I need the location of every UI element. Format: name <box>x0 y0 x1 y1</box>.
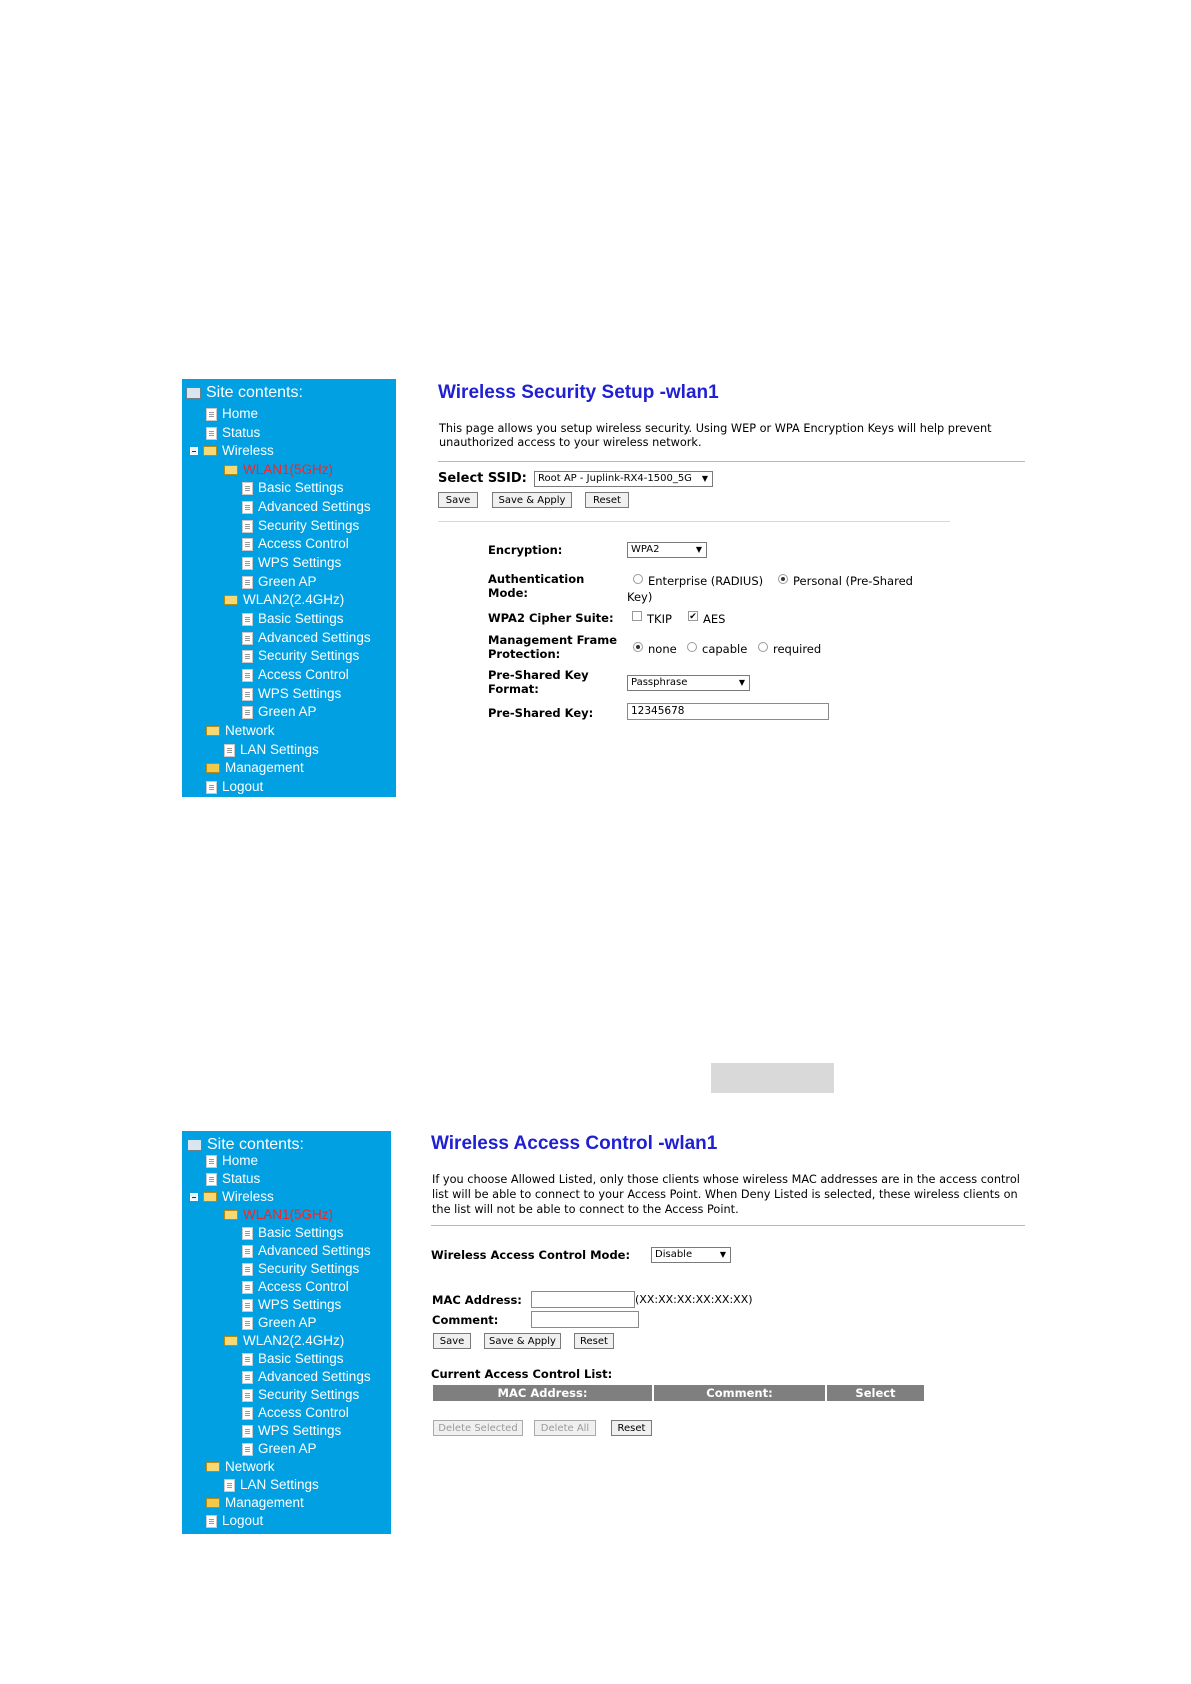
sidebar-item-lan[interactable]: LAN Settings <box>224 741 319 758</box>
comment-label: Comment: <box>432 1313 499 1327</box>
sidebar-item-home[interactable]: Home <box>206 405 258 422</box>
sidebar-item-wlan2-security[interactable]: Security Settings <box>242 647 359 664</box>
folder-icon <box>206 763 220 773</box>
mfp-label: Management Frame Protection: <box>488 633 617 661</box>
folder-open-icon <box>203 1192 217 1202</box>
page-icon <box>242 1227 253 1240</box>
auth-enterprise-radio[interactable] <box>633 574 643 584</box>
page-icon <box>206 1515 217 1528</box>
column-header-mac: MAC Address: <box>433 1385 652 1401</box>
sidebar-item-wlan1-basic[interactable]: Basic Settings <box>242 479 344 496</box>
placeholder-block <box>711 1063 834 1093</box>
page-icon <box>224 744 235 757</box>
sidebar-panel-1 <box>182 379 396 797</box>
access-mode-select[interactable]: Disable ▼ <box>651 1247 731 1263</box>
sidebar-item-wlan2-green[interactable]: Green AP <box>242 1440 317 1457</box>
folder-open-icon <box>224 1336 238 1346</box>
sidebar-item-lan[interactable]: LAN Settings <box>224 1476 319 1493</box>
sidebar-item-wlan1-basic[interactable]: Basic Settings <box>242 1224 344 1241</box>
save-button[interactable]: Save <box>433 1333 471 1349</box>
reset-button[interactable]: Reset <box>585 492 629 508</box>
sidebar-item-network[interactable]: Network <box>206 722 275 739</box>
page-icon <box>206 408 217 421</box>
dropdown-arrow-icon: ▼ <box>719 1250 726 1259</box>
page-icon <box>242 538 253 551</box>
sidebar-item-wlan2[interactable]: WLAN2(2.4GHz) <box>224 1332 344 1349</box>
collapse-icon[interactable] <box>190 1193 198 1201</box>
computer-icon <box>186 387 201 399</box>
access-list-label: Current Access Control List: <box>431 1367 613 1381</box>
sidebar-item-wlan2-access[interactable]: Access Control <box>242 666 349 683</box>
page-description: This page allows you setup wireless security. Using WEP or WPA Encryption Keys will help prevent unauthorized access to your wireless network. <box>439 422 992 449</box>
mfp-capable-radio[interactable] <box>687 642 697 652</box>
psk-format-select[interactable]: Passphrase ▼ <box>627 675 750 691</box>
page-icon <box>242 1353 253 1366</box>
dropdown-arrow-icon: ▼ <box>701 474 708 483</box>
mac-address-input[interactable] <box>531 1291 635 1308</box>
aes-label: AES <box>703 612 726 626</box>
sidebar-item-logout[interactable]: Logout <box>206 778 263 795</box>
sidebar-item-wlan2[interactable]: WLAN2(2.4GHz) <box>224 591 344 608</box>
column-header-select: Select <box>827 1385 924 1401</box>
sidebar-item-status[interactable]: Status <box>206 1170 260 1187</box>
page-icon <box>242 1317 253 1330</box>
aes-checkbox[interactable] <box>688 611 698 621</box>
folder-icon <box>206 1498 220 1508</box>
folder-open-icon <box>203 446 217 456</box>
sidebar-item-wlan2-wps[interactable]: WPS Settings <box>242 685 341 702</box>
sidebar-item-wlan1-green[interactable]: Green AP <box>242 1314 317 1331</box>
select-ssid-label: Select SSID: <box>438 471 527 486</box>
sidebar-item-network[interactable]: Network <box>206 1458 275 1475</box>
sidebar-item-logout[interactable]: Logout <box>206 1512 263 1529</box>
psk-format-label: Pre-Shared Key Format: <box>488 668 589 696</box>
page-icon <box>242 613 253 626</box>
access-mode-label: Wireless Access Control Mode: <box>431 1248 631 1262</box>
page-icon <box>242 520 253 533</box>
sidebar-item-wlan2-wps[interactable]: WPS Settings <box>242 1422 341 1439</box>
mfp-capable-label: capable <box>702 642 748 656</box>
save-apply-button[interactable]: Save & Apply <box>484 1333 561 1349</box>
psk-label: Pre-Shared Key: <box>488 706 594 720</box>
sidebar-item-management[interactable]: Management <box>206 1494 304 1511</box>
sidebar-item-wlan2-advanced[interactable]: Advanced Settings <box>242 629 371 646</box>
sidebar-panel-2 <box>182 1131 391 1534</box>
sidebar-item-wireless[interactable]: Wireless <box>190 442 274 459</box>
psk-input[interactable]: 12345678 <box>627 703 829 720</box>
delete-selected-button[interactable]: Delete Selected <box>433 1420 523 1436</box>
mac-format-hint: (XX:XX:XX:XX:XX:XX) <box>635 1293 753 1306</box>
page-icon <box>206 1173 217 1186</box>
page-icon <box>242 1443 253 1456</box>
cipher-suite-label: WPA2 Cipher Suite: <box>488 611 614 625</box>
page-title: Wireless Access Control -wlan1 <box>431 1133 718 1154</box>
encryption-select[interactable]: WPA2 ▼ <box>627 542 707 558</box>
sidebar-item-status[interactable]: Status <box>206 424 260 441</box>
save-apply-button[interactable]: Save & Apply <box>492 492 572 508</box>
auth-personal-label-cont: Key) <box>627 590 653 604</box>
sidebar-item-wlan1-wps[interactable]: WPS Settings <box>242 1296 341 1313</box>
column-header-comment: Comment: <box>654 1385 825 1401</box>
sidebar-item-wlan2-green[interactable]: Green AP <box>242 703 317 720</box>
page-icon <box>242 576 253 589</box>
page-icon <box>242 1389 253 1402</box>
page-icon <box>242 632 253 645</box>
folder-open-icon <box>224 465 238 475</box>
tkip-label: TKIP <box>647 612 672 626</box>
auth-mode-label: Authentication Mode: <box>488 572 585 600</box>
page-icon <box>242 1299 253 1312</box>
sidebar-item-wlan1-advanced[interactable]: Advanced Settings <box>242 1242 371 1259</box>
page-icon <box>242 1371 253 1384</box>
page-icon <box>224 1479 235 1492</box>
sidebar-item-wlan2-basic[interactable]: Basic Settings <box>242 610 344 627</box>
folder-open-icon <box>224 1210 238 1220</box>
comment-input[interactable] <box>531 1311 639 1328</box>
page-icon <box>206 1155 217 1168</box>
mac-address-label: MAC Address: <box>432 1293 522 1307</box>
sidebar-header: Site contents: <box>187 1136 304 1153</box>
encryption-label: Encryption: <box>488 543 563 557</box>
sidebar-item-home[interactable]: Home <box>206 1152 258 1169</box>
page-icon <box>206 427 217 440</box>
sidebar-item-wlan1-security[interactable]: Security Settings <box>242 517 359 534</box>
mfp-required-radio[interactable] <box>758 642 768 652</box>
tkip-checkbox[interactable] <box>632 611 642 621</box>
divider <box>431 1225 1025 1226</box>
sidebar-item-wlan2-security[interactable]: Security Settings <box>242 1386 359 1403</box>
folder-open-icon <box>206 726 220 736</box>
sidebar-item-wlan1-security[interactable]: Security Settings <box>242 1260 359 1277</box>
computer-icon <box>187 1139 202 1151</box>
folder-open-icon <box>206 1462 220 1472</box>
page-icon <box>242 1245 253 1258</box>
sidebar-item-management[interactable]: Management <box>206 759 304 776</box>
page-icon <box>242 557 253 570</box>
page-icon <box>242 1425 253 1438</box>
delete-all-button[interactable]: Delete All <box>534 1420 596 1436</box>
sidebar-header: Site contents: <box>186 384 303 401</box>
page-title: Wireless Security Setup -wlan1 <box>438 382 719 403</box>
auth-personal-label: Personal (Pre-Shared <box>793 574 913 588</box>
sidebar-item-wlan1-wps[interactable]: WPS Settings <box>242 554 341 571</box>
page-icon <box>242 482 253 495</box>
mfp-none-radio[interactable] <box>633 642 643 652</box>
sidebar-item-wireless[interactable]: Wireless <box>190 1188 274 1205</box>
page-icon <box>242 688 253 701</box>
page-icon <box>242 1407 253 1420</box>
save-button[interactable]: Save <box>438 492 478 508</box>
sidebar-item-wlan2-access[interactable]: Access Control <box>242 1404 349 1421</box>
dropdown-arrow-icon: ▼ <box>695 545 702 554</box>
divider <box>438 521 950 522</box>
sidebar-item-wlan1[interactable]: WLAN1(5GHz) <box>224 461 333 478</box>
sidebar-item-wlan1-access[interactable]: Access Control <box>242 535 349 552</box>
page-description: If you choose Allowed Listed, only those clients whose wireless MAC addresses are in the access control list will be able to connect to your Access Point. When Deny Listed is selected, these wireless clients on the list will not be able to connect to the Access Point. <box>432 1173 1020 1216</box>
sidebar-item-wlan1-green[interactable]: Green AP <box>242 573 317 590</box>
mfp-none-label: none <box>648 642 677 656</box>
sidebar-item-wlan2-basic[interactable]: Basic Settings <box>242 1350 344 1367</box>
mfp-required-label: required <box>773 642 822 656</box>
sidebar-item-wlan1[interactable]: WLAN1(5GHz) <box>224 1206 333 1223</box>
page-icon <box>242 669 253 682</box>
reset-list-button[interactable]: Reset <box>611 1420 652 1436</box>
page-icon <box>242 1281 253 1294</box>
sidebar-item-wlan1-access[interactable]: Access Control <box>242 1278 349 1295</box>
page-icon <box>242 706 253 719</box>
auth-enterprise-label: Enterprise (RADIUS) <box>648 574 764 588</box>
sidebar-item-wlan2-advanced[interactable]: Advanced Settings <box>242 1368 371 1385</box>
page-icon <box>242 501 253 514</box>
ssid-select[interactable]: Root AP - Juplink-RX4-1500_5G ▼ <box>534 471 713 487</box>
auth-personal-radio[interactable] <box>778 574 788 584</box>
page-icon <box>242 650 253 663</box>
collapse-icon[interactable] <box>190 447 198 455</box>
page-icon <box>242 1263 253 1276</box>
folder-open-icon <box>224 595 238 605</box>
page-icon <box>206 781 217 794</box>
checkmark-icon: ✔ <box>689 611 697 621</box>
sidebar-item-wlan1-advanced[interactable]: Advanced Settings <box>242 498 371 515</box>
dropdown-arrow-icon: ▼ <box>738 678 745 687</box>
reset-button[interactable]: Reset <box>574 1333 614 1349</box>
divider <box>438 461 1025 462</box>
